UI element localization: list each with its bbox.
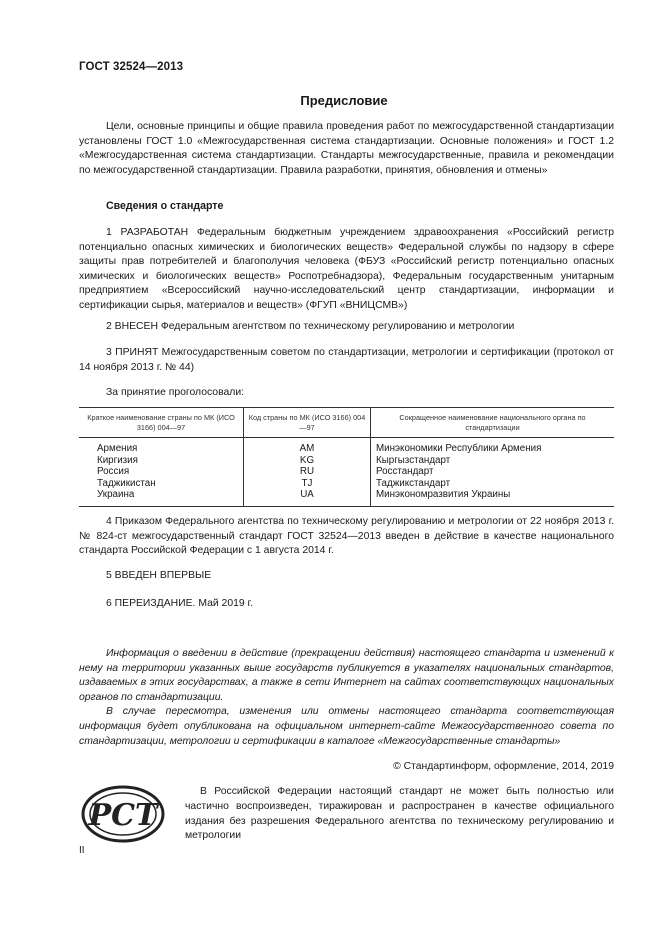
legal-notice: В Российской Федерации настоящий стандарт не может быть полностью или частично воспроизведен, тиражирован и распространен в качестве официального издания без разрешения Федерального агентства по техническому регулированию и метрологии: [185, 786, 614, 842]
item-2-text: 2 ВНЕСЕН Федеральным агентством по техническому регулированию и метрологии: [106, 321, 515, 332]
table-row: [79, 438, 614, 507]
standards-body: Минэкономики Республики Армения: [376, 443, 542, 454]
item-6-text: 6 ПЕРЕИЗДАНИЕ. Май 2019 г.: [106, 598, 253, 609]
country-code: TJ: [301, 477, 313, 489]
logo-lettering: РСТ: [88, 798, 158, 833]
standards-body: Кыргызстандарт: [376, 454, 451, 466]
copyright: © Стандартинформ, оформление, 2014, 2019: [393, 761, 614, 772]
voting-table: [79, 407, 614, 507]
item-4: [79, 515, 614, 559]
item-1: [79, 226, 614, 314]
item-2: [79, 320, 614, 335]
country-code: AM: [299, 443, 315, 454]
gost-r-logo-icon: [81, 784, 165, 849]
country-code: UA: [300, 489, 314, 501]
item-3: [79, 346, 614, 375]
item-6: [79, 597, 614, 612]
document-header-code: ГОСТ 32524—2013: [79, 61, 184, 73]
country-name: Киргизия: [97, 454, 138, 466]
standards-body: Минэкономразвития Украины: [376, 489, 511, 501]
item-3-text: 3 ПРИНЯТ Межгосударственным советом по стандартизации, метрологии и сертификации (протокол от 14 ноября 2013 г. № 44): [79, 347, 614, 373]
item-5-text: 5 ВВЕДЕН ВПЕРВЫЕ: [106, 570, 212, 581]
standards-body: Таджикстандарт: [376, 477, 451, 489]
page-title: Предисловие: [300, 93, 388, 108]
page-number: II: [79, 845, 85, 856]
info-paragraph-1: Информация о введении в действие (прекращении действия) настоящего стандарта и изменений к нему на территории указанных выше государств публикуется в указателях национальных стандартов, издаваемых в этих государствах, а также в сети Интернет на сайтах соответствующих национальных органов по стандартизации.: [79, 648, 614, 703]
country-name: Россия: [97, 466, 130, 478]
intro-paragraph: [79, 120, 614, 178]
info-block: [79, 647, 614, 749]
vote-label: За принятие проголосовали:: [106, 387, 245, 398]
subheading: Сведения о стандарте: [106, 200, 224, 212]
code-column: [244, 438, 371, 507]
body-column: [371, 438, 615, 507]
country-name: Таджикистан: [97, 477, 156, 489]
item-4-text: 4 Приказом Федерального агентства по техническому регулированию и метрологии от 22 ноября 2013 г. № 824-ст межгосударственный стандарт ГОСТ 32524—2013 введен в действие в качестве национального стандарта Российской Федерации с 1 августа 2014 г.: [79, 516, 614, 557]
country-name: Армения: [97, 443, 138, 454]
gost-r-logo-graphic: [81, 784, 165, 844]
intro-text: Цели, основные принципы и общие правила проведения работ по межгосударственной стандартизации установлены ГОСТ 1.0 «Межгосударственная система стандартизации. Основные положения» и ГОСТ 1.2 «Межгосударственная система стандартизации. Стандарты межгосударственные, правила и рекомендации по межгосударственной стандартизации. Правила разработки, принятия, обновления и отмены»: [79, 121, 614, 176]
item-5: [79, 569, 614, 584]
table-header-row: [79, 408, 614, 438]
info-paragraph-2: В случае пересмотра, изменения или отмены настоящего стандарта соответствующая информация будет опубликована на официальном интернет-сайте Межгосударственного совета по стандартизации, метрологии и сертификации в каталоге «Межгосударственные стандарты»: [79, 706, 614, 747]
item-1-text: 1 РАЗРАБОТАН Федеральным бюджетным учреждением здравоохранения «Российский регистр потенциально опасных химических и биологических веществ» Федеральной службы по надзору в сфере защиты прав потребителей и благополучия человека (ФБУЗ «Российский регистр потенциально опасных химических и биологических веществ» Роспотребнадзора), Федеральным государственным унитарным предприятием «Всероссийский научно-исследовательский центр стандартизации, информации и сертификации сырья, материалов и веществ» (ФГУП «ВНИЦСМВ»): [79, 227, 614, 311]
table-header-country: Краткое наименование страны по МК (ИСО 3166) 004—97: [79, 408, 244, 438]
country-name: Украина: [97, 489, 135, 501]
table-header-code: Код страны по МК (ИСО 3166) 004—97: [244, 408, 371, 438]
country-code: RU: [299, 466, 315, 478]
country-code: KG: [299, 454, 315, 466]
table-header-body: Сокращенное наименование национального органа по стандартизации: [371, 408, 615, 438]
country-column: [79, 438, 244, 507]
standards-body: Росстандарт: [376, 466, 434, 478]
